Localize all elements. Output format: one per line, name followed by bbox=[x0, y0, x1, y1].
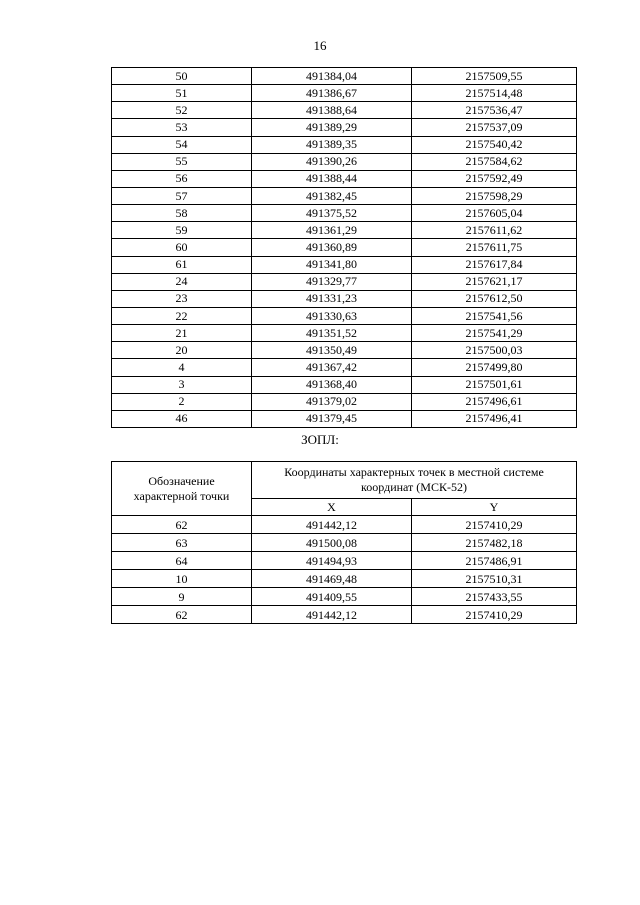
x-coordinate-cell: 491361,29 bbox=[252, 222, 412, 239]
y-coordinate-cell: 2157410,29 bbox=[412, 606, 577, 624]
table-row bbox=[112, 376, 577, 393]
table-row bbox=[112, 170, 577, 187]
point-id-cell: 50 bbox=[112, 68, 252, 85]
table-row bbox=[112, 222, 577, 239]
x-coordinate-cell: 491494,93 bbox=[252, 552, 412, 570]
y-coordinate-cell: 2157540,42 bbox=[412, 136, 577, 153]
y-coordinate-cell: 2157514,48 bbox=[412, 85, 577, 102]
point-id-cell: 62 bbox=[112, 516, 252, 534]
point-id-cell: 20 bbox=[112, 342, 252, 359]
x-coordinate-cell: 491331,23 bbox=[252, 290, 412, 307]
table-row bbox=[112, 273, 577, 290]
y-coordinate-cell: 2157433,55 bbox=[412, 588, 577, 606]
point-id-cell: 24 bbox=[112, 273, 252, 290]
point-id-cell: 55 bbox=[112, 153, 252, 170]
table-row bbox=[112, 239, 577, 256]
x-coordinate-cell: 491389,29 bbox=[252, 119, 412, 136]
table-row bbox=[112, 393, 577, 410]
y-coordinate-cell: 2157584,62 bbox=[412, 153, 577, 170]
x-coordinate-cell: 491382,45 bbox=[252, 187, 412, 204]
y-coordinate-cell: 2157486,91 bbox=[412, 552, 577, 570]
x-coordinate-cell: 491388,44 bbox=[252, 170, 412, 187]
table-row bbox=[112, 153, 577, 170]
y-header: Y bbox=[412, 499, 577, 516]
point-id-cell: 52 bbox=[112, 102, 252, 119]
point-id-cell: 54 bbox=[112, 136, 252, 153]
table-row bbox=[112, 588, 577, 606]
table-row bbox=[112, 534, 577, 552]
x-coordinate-cell: 491442,12 bbox=[252, 606, 412, 624]
point-id-cell: 51 bbox=[112, 85, 252, 102]
point-id-cell: 23 bbox=[112, 290, 252, 307]
table-row bbox=[112, 359, 577, 376]
zopl-header-row bbox=[112, 462, 577, 499]
table-row bbox=[112, 570, 577, 588]
x-coordinate-cell: 491368,40 bbox=[252, 376, 412, 393]
table-row bbox=[112, 119, 577, 136]
y-coordinate-cell: 2157482,18 bbox=[412, 534, 577, 552]
table-row bbox=[112, 342, 577, 359]
y-coordinate-cell: 2157496,41 bbox=[412, 410, 577, 427]
x-coordinate-cell: 491386,67 bbox=[252, 85, 412, 102]
y-coordinate-cell: 2157598,29 bbox=[412, 187, 577, 204]
y-coordinate-cell: 2157611,62 bbox=[412, 222, 577, 239]
x-coordinate-cell: 491341,80 bbox=[252, 256, 412, 273]
point-id-cell: 57 bbox=[112, 187, 252, 204]
coordinates-table-body bbox=[112, 68, 577, 428]
x-coordinate-cell: 491500,08 bbox=[252, 534, 412, 552]
y-coordinate-cell: 2157611,75 bbox=[412, 239, 577, 256]
coords-label-header: Координаты характерных точек в местной системе координат (МСК-52) bbox=[252, 462, 577, 499]
x-coordinate-cell: 491390,26 bbox=[252, 153, 412, 170]
zopl-section-title: ЗОПЛ: bbox=[301, 432, 339, 447]
x-coordinate-cell: 491350,49 bbox=[252, 342, 412, 359]
x-coordinate-cell: 491388,64 bbox=[252, 102, 412, 119]
x-coordinate-cell: 491469,48 bbox=[252, 570, 412, 588]
point-id-cell: 56 bbox=[112, 170, 252, 187]
point-id-cell: 60 bbox=[112, 239, 252, 256]
x-coordinate-cell: 491442,12 bbox=[252, 516, 412, 534]
table-row bbox=[112, 102, 577, 119]
point-label-header: Обозначение характерной точки bbox=[112, 462, 252, 516]
point-id-cell: 22 bbox=[112, 307, 252, 324]
point-id-cell: 63 bbox=[112, 534, 252, 552]
x-coordinate-cell: 491330,63 bbox=[252, 307, 412, 324]
x-coordinate-cell: 491351,52 bbox=[252, 325, 412, 342]
table-row bbox=[112, 290, 577, 307]
y-coordinate-cell: 2157541,29 bbox=[412, 325, 577, 342]
x-coordinate-cell: 491409,55 bbox=[252, 588, 412, 606]
point-id-cell: 3 bbox=[112, 376, 252, 393]
point-id-cell: 21 bbox=[112, 325, 252, 342]
table-row bbox=[112, 68, 577, 85]
x-coordinate-cell: 491389,35 bbox=[252, 136, 412, 153]
zopl-table-body bbox=[112, 516, 577, 624]
x-header: X bbox=[252, 499, 412, 516]
x-coordinate-cell: 491367,42 bbox=[252, 359, 412, 376]
y-coordinate-cell: 2157500,03 bbox=[412, 342, 577, 359]
y-coordinate-cell: 2157612,50 bbox=[412, 290, 577, 307]
page-number: 16 bbox=[313, 38, 327, 53]
x-coordinate-cell: 491329,77 bbox=[252, 273, 412, 290]
table-row bbox=[112, 325, 577, 342]
point-id-cell: 58 bbox=[112, 205, 252, 222]
y-coordinate-cell: 2157621,17 bbox=[412, 273, 577, 290]
y-coordinate-cell: 2157509,55 bbox=[412, 68, 577, 85]
point-id-cell: 62 bbox=[112, 606, 252, 624]
point-id-cell: 53 bbox=[112, 119, 252, 136]
y-coordinate-cell: 2157617,84 bbox=[412, 256, 577, 273]
x-coordinate-cell: 491360,89 bbox=[252, 239, 412, 256]
table-row bbox=[112, 205, 577, 222]
y-coordinate-cell: 2157499,80 bbox=[412, 359, 577, 376]
x-coordinate-cell: 491375,52 bbox=[252, 205, 412, 222]
point-id-cell: 61 bbox=[112, 256, 252, 273]
table-row bbox=[112, 85, 577, 102]
y-coordinate-cell: 2157592,49 bbox=[412, 170, 577, 187]
table-row bbox=[112, 410, 577, 427]
y-coordinate-cell: 2157537,09 bbox=[412, 119, 577, 136]
y-coordinate-cell: 2157605,04 bbox=[412, 205, 577, 222]
x-coordinate-cell: 491384,04 bbox=[252, 68, 412, 85]
y-coordinate-cell: 2157496,61 bbox=[412, 393, 577, 410]
point-id-cell: 2 bbox=[112, 393, 252, 410]
table-row bbox=[112, 187, 577, 204]
coordinates-table bbox=[111, 67, 577, 428]
x-coordinate-cell: 491379,45 bbox=[252, 410, 412, 427]
table-row bbox=[112, 256, 577, 273]
point-id-cell: 9 bbox=[112, 588, 252, 606]
table-row bbox=[112, 516, 577, 534]
x-coordinate-cell: 491379,02 bbox=[252, 393, 412, 410]
point-id-cell: 10 bbox=[112, 570, 252, 588]
point-id-cell: 64 bbox=[112, 552, 252, 570]
table-row bbox=[112, 136, 577, 153]
table-row bbox=[112, 552, 577, 570]
zopl-table bbox=[111, 461, 577, 624]
table-row bbox=[112, 307, 577, 324]
point-id-cell: 4 bbox=[112, 359, 252, 376]
y-coordinate-cell: 2157536,47 bbox=[412, 102, 577, 119]
y-coordinate-cell: 2157541,56 bbox=[412, 307, 577, 324]
y-coordinate-cell: 2157501,61 bbox=[412, 376, 577, 393]
point-id-cell: 59 bbox=[112, 222, 252, 239]
y-coordinate-cell: 2157510,31 bbox=[412, 570, 577, 588]
table-row bbox=[112, 606, 577, 624]
y-coordinate-cell: 2157410,29 bbox=[412, 516, 577, 534]
point-id-cell: 46 bbox=[112, 410, 252, 427]
